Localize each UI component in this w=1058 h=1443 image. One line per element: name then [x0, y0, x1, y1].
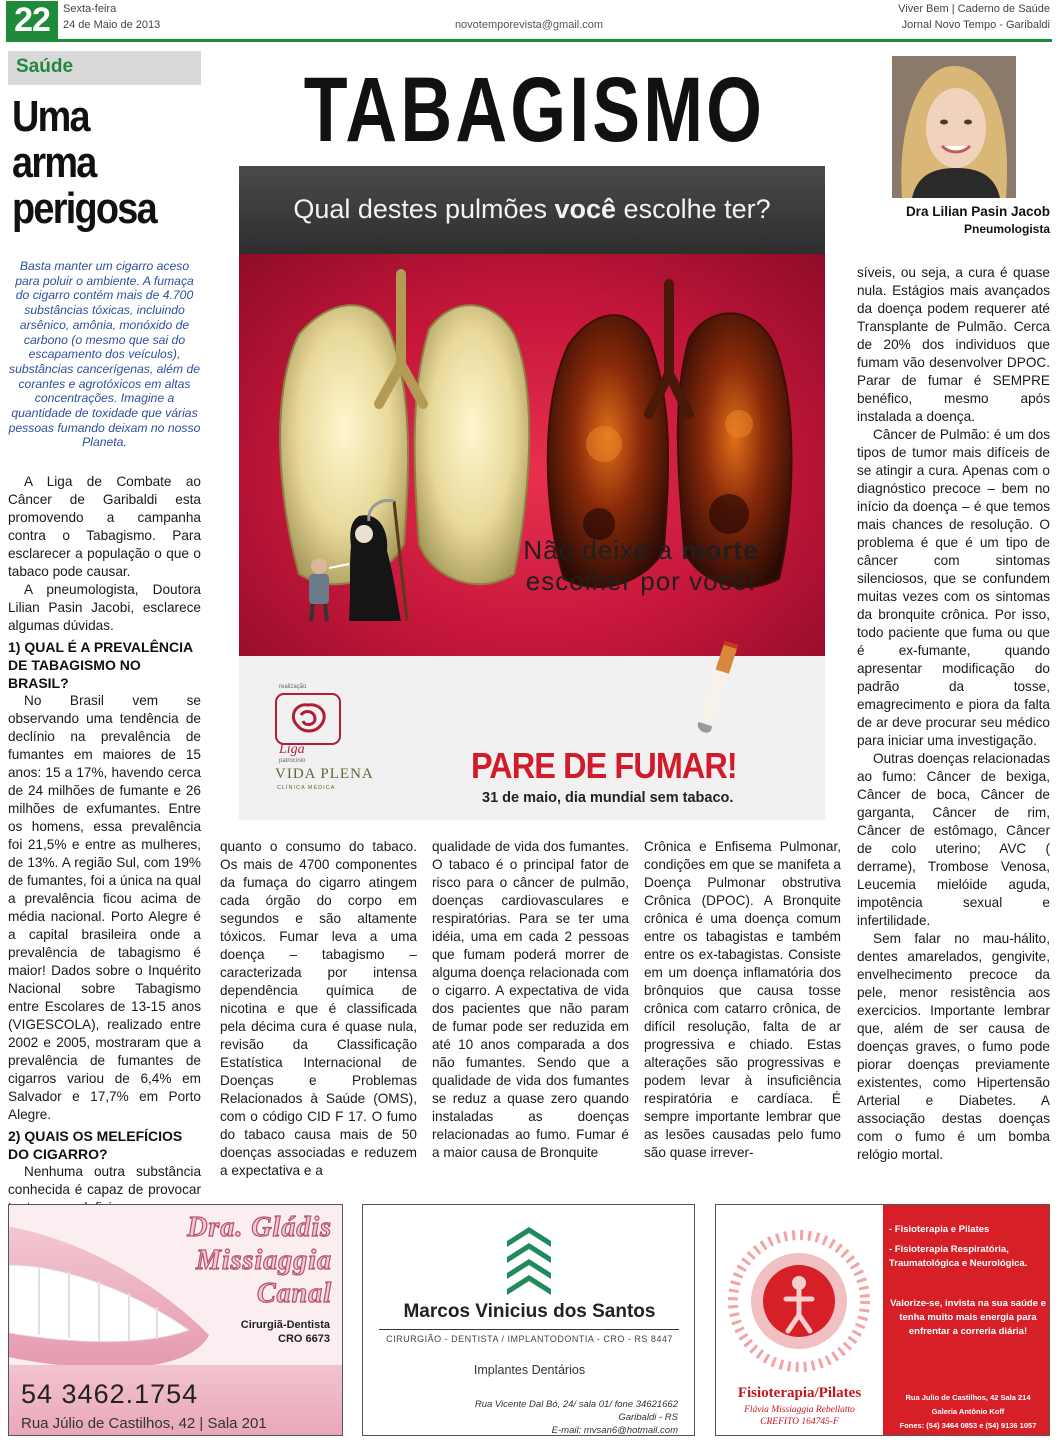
dentist-city: Garibaldi - RS — [618, 1412, 678, 1423]
page-number: 22 — [6, 1, 58, 39]
liga-name: Liga — [279, 742, 305, 757]
section-label: Saúde — [16, 56, 74, 77]
cigarette-icon — [687, 636, 747, 746]
dentist-phone: 54 3462.1754 — [21, 1379, 199, 1409]
paragraph: A pneumologista, Doutora Lilian Pasin Jacobi, esclarece algumas dúvidas. — [8, 582, 201, 633]
ad-physiotherapy[interactable] — [715, 1204, 1050, 1436]
paragraph: Nenhuma outra substância conhecida é capaz de provocar — [8, 1164, 201, 1197]
question-heading: 1) QUAL É A PREVALÊNCIA DE TABAGISMO NO BRASIL? — [8, 639, 193, 691]
article-headline — [12, 94, 175, 232]
header-section: Viver Bem | Caderno de Saúde — [898, 3, 1050, 15]
feature-title: TABAGISMO — [303, 59, 766, 161]
poster-slogan: Não deixe a morte escolher por você! — [523, 535, 759, 596]
paragraph: No Brasil vem se observando uma tendência de declínio na prevalência de fumantes em maiores de 15 anos: 15 a 17%, havendo cerca de 24 milhões de fumante e 26 milhões de exfumantes. Entre os homens, essa prevalência foi 21,5% e entre as mulheres, de 13%. A região Sul, com 19% de fumantes, foi a única na qual a prevalência ficou acima de média nacional. Porto Alegre é a capital brasileira onde a prevalência de tabagismo é maior! Dados sobre o Inquérito Nacional sobre Tabagismo entre Escolares de 13-15 anos (VIGESCOLA), realizado entre 2002 e 2005, mostraram que a prevalência de fumantes de cigarros variou de 6,4% em Salvador e 17,7% em Porto Alegre. — [8, 693, 201, 1122]
article-lede: Basta manter um cigarro aceso para poluir o ambiente. A fumaça do cigarro contém mais de 4.700 substâncias tóxicas, incluindo arsênico, amônia, monóxido de carbono (o mesmo que sai do escapamento dos veículos), substâncias cancerígenas, além de corantes e agrotóxicos em altas concentrações. Imagine a quantidade de toxidade que várias pessoas fumando deixam no nosso Planeta. — [8, 259, 201, 450]
physio-service: - Fisioterapia e Pilates — [889, 1224, 990, 1235]
dentist-email: E-mail: mvsan6@hotmail.com — [551, 1425, 678, 1436]
physio-info-panel — [883, 1205, 1050, 1436]
header-date: 24 de Maio de 2013 — [63, 19, 161, 31]
headline-line: arma — [12, 138, 96, 187]
grim-reaper-illustration — [289, 496, 419, 626]
vida-plena-logo: VIDA PLENA — [275, 766, 374, 782]
section-tab — [8, 51, 201, 85]
paragraph: Outras doenças relacionadas ao fumo: Câncer de bexiga, Câncer de boca, Câncer de garganta, Câncer de rim, Câncer de estômago, Câncer de colo uterino; AVC ( derrame), Trombose Venosa, Leucemia mielóide aguda, impotência sexual e infertilidade. — [857, 751, 1050, 928]
header-day: Sexta-feira — [63, 3, 117, 15]
poster-stop-smoking: PARE DE FUMAR! — [471, 745, 737, 786]
physio-address: Rua Julio de Castilhos, 42 Sala 214 — [905, 1393, 1031, 1402]
ad-dentist-gladis[interactable] — [8, 1204, 343, 1436]
author-name: Dra Lilian Pasin Jacob — [905, 204, 1050, 219]
poster-question: Qual destes pulmões você escolhe ter? — [293, 194, 771, 224]
ad-dentist-marcos[interactable] — [362, 1204, 695, 1436]
dentist-name: Dra. Gládis Missiaggia Canal — [187, 1212, 332, 1309]
question-heading: 2) QUAIS OS MELEFÍCIOS DO CIGARRO? — [8, 1128, 183, 1162]
author-portrait — [892, 56, 1016, 198]
physio-service: - Fisioterapia Respiratória, Traumatológica e Neurológica. — [889, 1244, 1028, 1269]
physio-crefito: CREFITO 164745-F — [760, 1417, 839, 1427]
poster-stop-subtitle: 31 de maio, dia mundial sem tabaco. — [482, 790, 734, 806]
dental-logo-icon — [503, 1223, 555, 1297]
text-column-3 — [432, 838, 629, 1162]
physio-logo-icon — [716, 1205, 883, 1385]
physio-gallery: Galeria Antônio Koff — [931, 1407, 1005, 1416]
dentist-service: Implantes Dentários — [473, 1363, 586, 1377]
dentist-name: Marcos Vinicius dos Santos — [403, 1301, 656, 1322]
paragraph: síveis, ou seja, a cura é quase nula. Estágios mais avançados da doença podem requerer até Transplante de Pulmão. Cerca de 20% dos individuos que fumam vão desenvolver DPOC. Parar de fumar é SEMPRE benéfico, mesmo após instalada a doença. — [857, 265, 1050, 424]
header-paper: Jornal Novo Tempo - Garibaldi — [901, 19, 1050, 31]
vida-plena-subtitle: CLÍNICA MÉDICA — [277, 785, 336, 791]
headline-line: Uma — [12, 92, 89, 141]
dentist-specialties: CIRURGIÃO - DENTISTA / IMPLANTODONTIA - CRO - RS 8447 — [386, 1334, 673, 1344]
physio-person: Flávia Missiaggia Rebellatto — [744, 1405, 855, 1415]
dentist-address: Rua Júlio de Castilhos, 42 | Sala 201 — [21, 1415, 267, 1432]
text-column-2 — [220, 838, 417, 1180]
dentist-address: Rua Vicente Dal Bó, 24/ sala 01/ fone 34621662 — [474, 1399, 678, 1410]
divider — [379, 1329, 679, 1330]
paragraph: A Liga de Combate ao Câncer de Garibaldi esta promovendo a campanha contra o Tabagismo. Para esclarecer a população o que o tabaco pode causar. — [8, 474, 201, 579]
paragraph: quanto o consumo do tabaco. Os mais de 4700 componentes da fumaça do cigarro atingem cada órgão do corpo em segundos e são altamente tóxicos. Fumar leva a uma doença – tabagismo – caracterizada por intensa dependência química de nicotina e que é classificada pela décima cura é quase nula, revisão da Classificação Estatística Internacional de Doenças e Problemas Relacionados à Saúde (OMS), com o código CID F 17. O fumo do tabaco causa mais de 50 doenças associadas e reduzem a expectativa e a — [220, 839, 417, 1178]
physio-title: Fisioterapia/Pilates — [737, 1385, 862, 1401]
headline-line: perigosa — [12, 184, 156, 233]
campaign-poster — [239, 166, 825, 820]
physio-phones: Fones: (54) 3464 0853 e (54) 9136 1057 — [899, 1421, 1037, 1430]
liga-rose-logo — [275, 693, 341, 745]
page-header — [0, 0, 1058, 40]
paragraph: Câncer de Pulmão: é um dos tipos de tumor mais difíceis de se atingir a cura. Apenas com o diagnóstico precoce – bem no início da doença – é que temos mais chances de resolução. O problema é que é um tipo de câncer com sintomas silenciosos, que se confundem muitas vezes com os sintomas da bronquite crônica. Por isso, todo paciente que fuma ou que é ex-fumante, quando apresentar modificação do padrão da tosse, emagrecimento e piora da falta de ar deve procurar seu médico para iniciar uma investigação. — [857, 427, 1050, 748]
physio-slogan: Valorize-se, invista na sua saúde e tenha muito mais energia para enfrentar a correria diária! — [890, 1298, 1046, 1337]
text-column-1 — [8, 473, 201, 1235]
sponsor-label: realização — [279, 684, 307, 690]
text-column-4 — [644, 838, 841, 1162]
paragraph: Sem falar no mau-hálito, dentes amarelados, gengivite, envelhecimento precoce da pele, menor resistência aos exercicios. Importante lembrar que, além de ser causa de doenças graves, o fumo pode piorar doenças previamente existentes, como Hipertensão Arterial e Diabetes. A associação destas doenças com o fumo é um bomba relógio mortal. — [857, 931, 1050, 1162]
paragraph: Crônica e Enfisema Pulmonar, condições em que se manifeta a Doença Pulmonar obstrutiva Crônica (DPOC). A Bronquite crônica é uma doença comum entre os tabagistas e também entre os ex-tabagistas. Consiste em um doença inflamatória dos brônquios que causa tosse crônica com catarro crônica, de difícil resolução, falta de ar progressiva e chiado. Estas alterações são progressivas e podem levar à insuficiência respiratória e cardíaca. É sempre importante lembrar que as lesões causadas pelo fumo são quase irrever- — [644, 839, 841, 1160]
sponsor-label: patrocínio — [279, 758, 306, 764]
dentist-title: Cirurgiã-Dentista — [240, 1319, 330, 1331]
header-email: novotemporevista@gmail.com — [454, 19, 604, 31]
dentist-cro: CRO 6673 — [278, 1333, 330, 1345]
physio-brand-panel — [716, 1205, 883, 1436]
text-column-5 — [857, 264, 1050, 1164]
header-rule — [6, 39, 1052, 42]
author-role: Pneumologista — [963, 222, 1050, 236]
paragraph: qualidade de vida dos fumantes. O tabaco é o principal fator de risco para o câncer de pulmão, doenças cardiovasculares e respiratórias. Para se ter uma idéia, uma em cada 2 pessoas que fumam poderá morrer de alguma doença relacionada com o cigarro. A expectativa de vida dos pacientes que não param de fumar pode ser reduzida em até 10 anos comparada a dos não fumantes. Sendo que a qualidade de vida dos fumantes se reduz a quase zero quando instaladas as doenças relacionadas ao fumo. Fumar é a maior causa de Bronquite — [432, 839, 629, 1160]
